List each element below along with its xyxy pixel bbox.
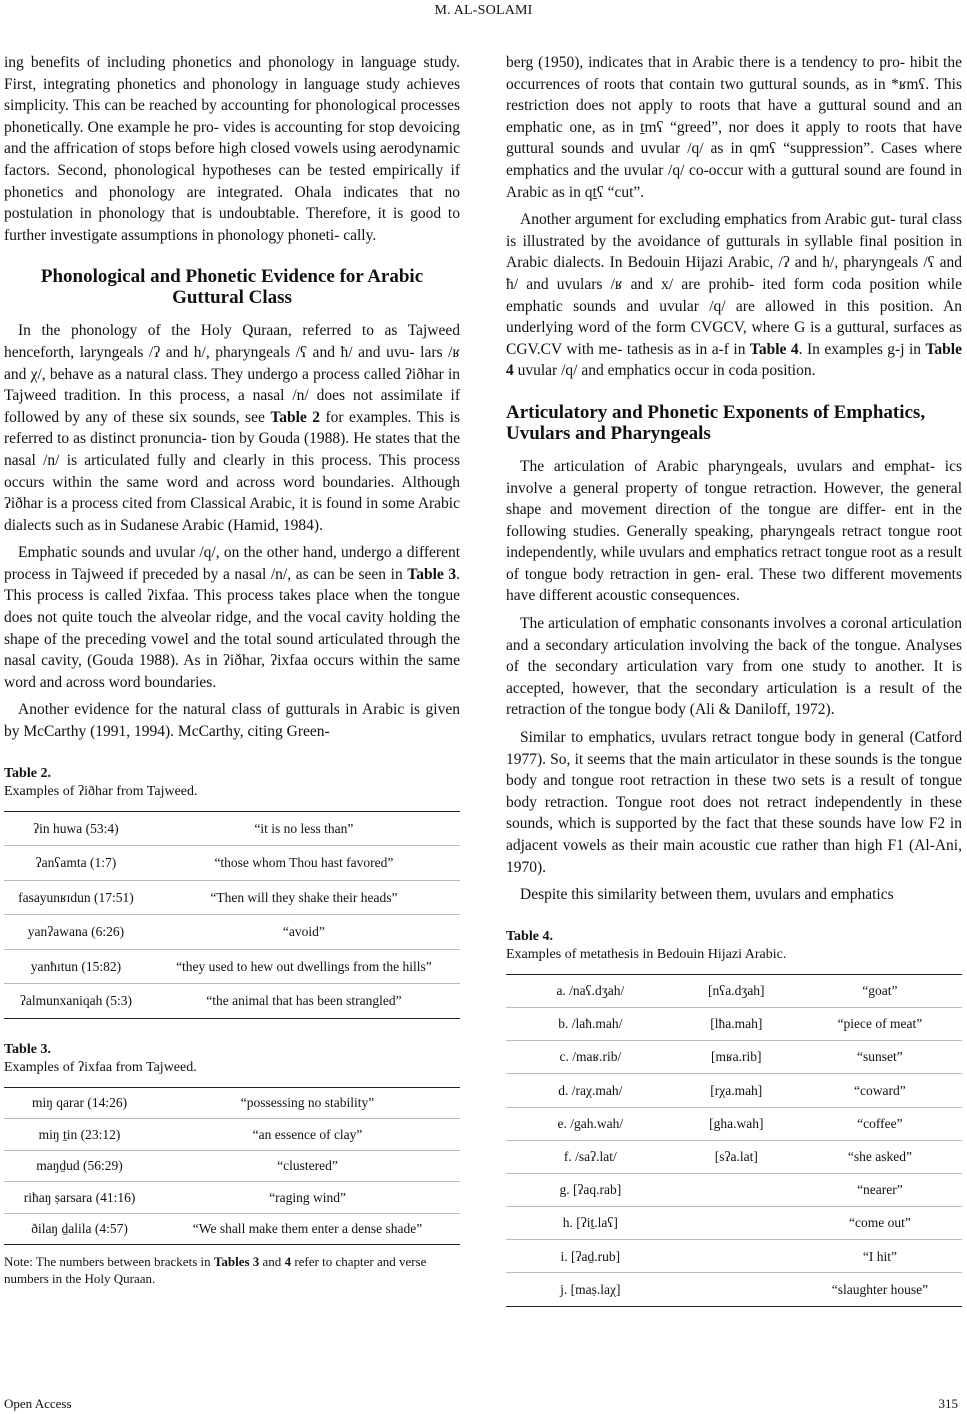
table-3-reference: Table 3	[407, 565, 457, 583]
text: uvular /q/ and emphatics occur in coda position.	[513, 362, 816, 380]
table-cell	[675, 1240, 798, 1273]
table-row	[506, 1107, 962, 1140]
table-cell: “it is no less than”	[254, 820, 354, 836]
paragraph-similarity: Despite this similarity between them, uvulars and emphatics	[520, 886, 894, 904]
table-cell: “nearer”	[798, 1173, 962, 1206]
table-cell: [lħa.mah]	[675, 1007, 798, 1040]
table-label: Table 2.	[4, 765, 51, 781]
table-cell: ʔanʕamta (1:7)	[4, 846, 148, 881]
section-title-articulatory: Articulatory and Phonetic Exponents of Emphatics, Uvulars and Pharyngeals	[506, 401, 926, 444]
table-label: Table 4.	[506, 928, 553, 944]
table-row	[4, 811, 460, 846]
table-row	[4, 984, 460, 1019]
table-cell: ʔin huwa (53:4)	[33, 820, 119, 836]
table-cell: miŋ qarar (14:26)	[31, 1095, 128, 1111]
text: . In examples g-j in	[798, 340, 926, 358]
table-2-reference: Table 2	[270, 408, 321, 426]
table-row	[4, 1150, 460, 1182]
table-row	[506, 1273, 962, 1306]
table-cell: “piece of meat”	[798, 1007, 962, 1040]
table-cell	[675, 1273, 798, 1306]
table-cell: maŋḏud (56:29)	[4, 1150, 155, 1182]
table-4-reference: Table 4	[506, 340, 962, 380]
table-note	[4, 1253, 460, 1287]
table-cell: g. [ʔaq.rab]	[506, 1173, 675, 1206]
table-cell: ʔalmunxaniqah (5:3)	[4, 984, 148, 1019]
table-row	[506, 1074, 962, 1107]
table-cell: b. /laħ.mah/	[506, 1007, 675, 1040]
table-cell	[675, 1173, 798, 1206]
left-column	[4, 52, 460, 1287]
table-row	[506, 1007, 962, 1040]
table-cell: “possessing no stability”	[240, 1095, 375, 1111]
table-cell: i. [ʔaḏ.rub]	[506, 1240, 675, 1273]
table-cell: miŋ ṯin (23:12)	[4, 1119, 155, 1151]
table-cell: “goat”	[862, 983, 898, 999]
table-cell: j. [maṣ.laχ]	[506, 1273, 675, 1306]
table-row	[4, 915, 460, 950]
table-4	[506, 974, 962, 1307]
table-label: Table 3.	[4, 1041, 51, 1057]
paragraph-uvulars: Similar to emphatics, uvulars retract tongue body in general (Catford 1977). So, it seems that the main articulator in these sounds is the tongue body and tongue root retraction in these two sets is a result of tongue body retraction. Tongue root does not retract independently in these sounds, which is supported by the fact that these sounds have low F2 in adjacent vowels as their main acoustic cue rather than high F1 (Al-Ani, 1970).	[506, 729, 962, 876]
page-number: 315	[938, 1396, 958, 1411]
text: for examples. This is referred to as distinct pronuncia- tion by Gouda (1988). He states that the nasal /n/ is articulated fully and clearly in this process. This process occurs within the same word and across word boundaries. Although ʔiðhar is a process cited from Classical Arabic, it is found in some Arabic dialects such as in Sudanese Arabic (Hamid, 1984).	[4, 408, 460, 534]
table-cell: “those whom Thou hast favored”	[148, 846, 460, 881]
section-title-guttural-class: Phonological and Phonetic Evidence for Arabic Guttural Class	[40, 266, 424, 309]
running-header: M. AL-SOLAMI	[434, 3, 533, 18]
table-2-label	[4, 765, 460, 783]
table-row	[506, 1173, 962, 1206]
table-row	[506, 1207, 962, 1240]
tables-3-reference: Tables 3	[213, 1254, 260, 1270]
table-cell: riħaŋ ṣarsara (41:16)	[4, 1182, 155, 1214]
table-cell: c. /maʁ.rib/	[506, 1041, 675, 1074]
table-4-block	[506, 928, 962, 1307]
table-cell: ðilaŋ ḏalila (4:57)	[4, 1213, 155, 1245]
table-cell: e. /gah.wah/	[506, 1107, 675, 1140]
table-3-title: Examples of ʔixfaa from Tajweed.	[4, 1059, 197, 1075]
table-2-title: Examples of ʔiðhar from Tajweed.	[4, 783, 198, 799]
table-row	[506, 1140, 962, 1173]
table-4-title: Examples of metathesis in Bedouin Hijazi Arabic.	[506, 946, 787, 962]
table-cell: “sunset”	[798, 1041, 962, 1074]
table-cell: h. [ʔiṯ.laʕ]	[506, 1207, 675, 1240]
table-row	[4, 1087, 460, 1119]
table-cell: “she asked”	[798, 1140, 962, 1173]
table-row	[4, 880, 460, 915]
table-2	[4, 811, 460, 1019]
table-3-label	[4, 1041, 460, 1059]
table-row	[4, 1182, 460, 1214]
text: Emphatic sounds and uvular /q/, on the other hand, undergo a different process in Tajweed if preceded by a nasal /n/, as can be seen in	[4, 544, 460, 583]
paragraph-retraction: The articulation of Arabic pharyngeals, uvulars and emphat- ics involve a general property of tongue retraction. However, the general shape and movement direction of the tongue are differ- ent in the following studies. Generally speaking, pharyngeals retract tongue root independently, while uvulars and emphatics retract tongue root as a result of tongue body retraction in gen- eral. These two different movements have different acoustic consequences.	[506, 457, 962, 605]
text: In the phonology of the Holy Quraan, referred to as Tajweed henceforth, laryngeals /ʔ and h/, pharyngeals /ʕ and ħ/ and uvu- lars /ʁ and χ/, behave as a natural class. They undergo a process called ʔiðhar in Tajweed tradition. In this process, a nasal /n/ does not assimilate if followed by any of these six sounds, see	[4, 322, 460, 426]
table-cell: [rχa.mah]	[675, 1074, 798, 1107]
table-cell: “We shall make them enter a dense shade”	[155, 1213, 460, 1245]
paragraph-iðhar	[4, 320, 460, 536]
text: and	[259, 1254, 285, 1270]
paragraph-intro: ing benefits of including phonetics and phonology in language study. First, integrating phonetics and phonology in language study achieves simplicity. This can be reached by accounting for phonological processes phonetically. One example he pro- vides is accounting for stop devoicing and the affrication of stops before high closed vowels using aerodynamic factors. Second, phonological hypotheses can be tested empirically if phonetics and phonology are integrated. Ohala indicates that no postulation in phonology that is undoubtable. Therefore, it is good to further investigate assumptions in phonology phoneti- cally.	[4, 54, 460, 244]
table-cell: f. /saʔ.lat/	[506, 1140, 675, 1173]
paragraph-continued: berg (1950), indicates that in Arabic there is a tendency to pro- hibit the occurrences of roots that contain two guttural sounds, as in *ʁmʕ. This restriction does not apply to roots that have a guttural sound and an emphatic one, as in ṯmʕ “greed”, nor does it apply to roots that have guttural sounds and uvular /q/ as in qmʕ “suppression”. Cases where emphatics and the uvular /q/ co-occur with a guttural sound are found in Arabic as in qṯʕ “cut”.	[506, 54, 962, 201]
table-cell: [gha.wah]	[675, 1107, 798, 1140]
table-4-label	[506, 928, 962, 946]
table-cell: [nʕa.dʒah]	[707, 983, 765, 999]
table-cell: yanħɪtun (15:82)	[4, 949, 148, 984]
table-cell: “they used to hew out dwellings from the hills”	[148, 949, 460, 984]
table-cell: “Then will they shake their heads”	[148, 880, 460, 915]
text: refer to chapter and verse numbers in the Holy Quraan.	[4, 1254, 427, 1287]
table-row	[506, 1240, 962, 1273]
right-column	[506, 52, 962, 1307]
table-cell: fasayunʁɪdun (17:51)	[4, 880, 148, 915]
text: Note: The numbers between brackets in	[4, 1254, 214, 1270]
table-cell	[675, 1207, 798, 1240]
table-cell: “avoid”	[148, 915, 460, 950]
table-3	[4, 1087, 460, 1246]
text: . This process is called ʔixfaa. This process takes place when the tongue does not quite touch the alveolar ridge, and the vocal cavity holding the shape of the preceding vowel and the total sound articulated through the nasal cavity, (Gouda 1988). As in ʔiðhar, ʔixfaa occurs within the same word and across word boundaries.	[4, 565, 460, 691]
table-cell: “coffee”	[798, 1107, 962, 1140]
table-cell: “the animal that has been strangled”	[148, 984, 460, 1019]
table-row	[4, 846, 460, 881]
table-row	[506, 974, 962, 1007]
table-cell: “I hit”	[798, 1240, 962, 1273]
table-cell: [mʁa.rib]	[675, 1041, 798, 1074]
table-cell: “come out”	[798, 1207, 962, 1240]
table-2-block	[4, 765, 460, 1019]
table-row	[4, 949, 460, 984]
table-cell: a. /naʕ.dʒah/	[556, 983, 625, 999]
table-cell: “coward”	[798, 1074, 962, 1107]
paragraph-emphatic-articulation: The articulation of emphatic consonants involves a coronal articulation and a secondary articulation involving the back of the tongue. Analyses of the secondary articulation vary from one study to another. It is accepted, however, that the secondary articulation is a result of the retraction of the tongue body (Ali & Daniloff, 1972).	[506, 615, 962, 719]
paragraph-mccarthy: Another evidence for the natural class of gutturals in Arabic is given by McCarthy (1991, 1994). McCarthy, citing Green-	[4, 701, 460, 741]
table-row	[4, 1213, 460, 1245]
table-row	[506, 1041, 962, 1074]
table-cell: “slaughter house”	[798, 1273, 962, 1306]
table-4-reference: Table 4	[749, 340, 799, 358]
table-cell: [sʔa.lat]	[675, 1140, 798, 1173]
paragraph-ixfaa	[4, 542, 460, 693]
table-row	[4, 1119, 460, 1151]
table-3-block	[4, 1041, 460, 1246]
table-cell: yanʔawana (6:26)	[4, 915, 148, 950]
table-cell: d. /raχ.mah/	[506, 1074, 675, 1107]
paragraph-coda	[506, 209, 962, 382]
table-cell: “an essence of clay”	[155, 1119, 460, 1151]
table-cell: “clustered”	[155, 1150, 460, 1182]
table-4-reference: 4	[284, 1254, 292, 1270]
footer-open-access: Open Access	[4, 1396, 72, 1411]
text: Another argument for excluding emphatics from Arabic gut- tural class is illustrated by the avoidance of gutturals in syllable final position in Arabic dialects. In Bedouin Hijazi Arabic, /ʔ and h/, pharyngeals /ʕ and ħ/ and uvulars /ʁ and x/ are prohib- ited form coda position while emphatic sounds and uvular /q/ are allowed in this position. An underlying word of the form CVGCV, where G is a guttural, surfaces as CGV.CV with me- tathesis as in a-f in	[506, 211, 962, 358]
table-cell: “raging wind”	[155, 1182, 460, 1214]
